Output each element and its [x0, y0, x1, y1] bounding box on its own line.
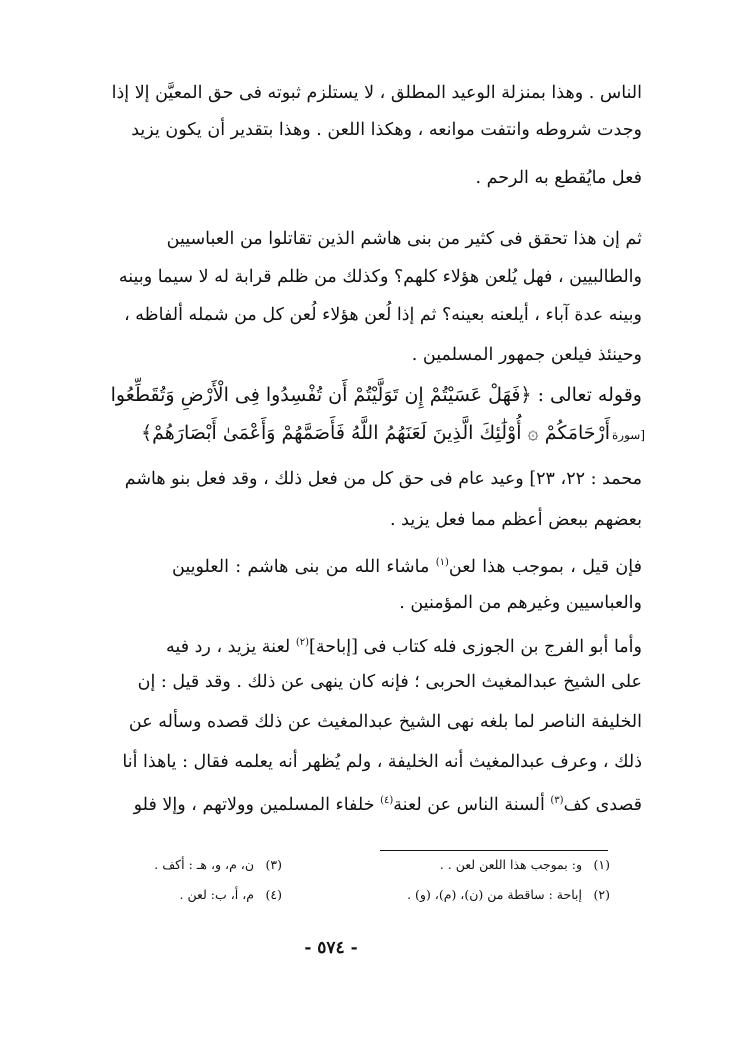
- body-line: والعباسيين وغيرهم من المؤمنين .: [399, 593, 642, 613]
- footnote-number: (٣): [265, 857, 282, 872]
- body-line: الناس . وهذا بمنزلة الوعيد المطلق ، لا يستلزم ثبوته فى حق المعيَّن إلا إذا: [111, 83, 642, 103]
- footnote-1: [440, 856, 610, 874]
- body-line: والطالبيين ، فهل يُلعن هؤلاء كلهم؟ وكذلك من ظلم قرابة له لا سيما وبينه: [118, 267, 642, 287]
- body-text: قصدى كف: [563, 794, 642, 815]
- body-text: ماشاء الله من بنى هاشم : العلويين: [172, 556, 436, 577]
- body-text: ألسنة الناس عن لعنة: [393, 794, 551, 815]
- body-line: محمد : ٢٢، ٢٣] وعيد عام فى حق كل من فعل ذلك ، وقد فعل بنو هاشم: [124, 469, 642, 489]
- body-text: وأما أبو الفرج بن الجوزى فله كتاب فى [إباحة]: [309, 636, 642, 657]
- page-number: - ٥٧٤ -: [304, 938, 358, 958]
- footnote-number: (١): [593, 857, 610, 872]
- footnote-marker: (١): [435, 557, 449, 568]
- footnote-text: إباحة : ساقطة من (ن)، (م)، (و) .: [407, 887, 582, 902]
- body-line: بعضهم ببعض أعظم مما فعل يزيد .: [390, 510, 642, 530]
- footnote-text: و: بموجب هذا اللعن لعن . .: [439, 857, 582, 872]
- footnote-text: ن، م، و، هـ : أكف .: [154, 857, 254, 872]
- body-line: [166, 628, 642, 662]
- surah-reference: [سورة: [612, 428, 646, 442]
- footnote-4: [180, 886, 282, 904]
- body-line: وقوله تعالى : ﴿فَهَلْ عَسَيْتُمْ إِن تَوَلَّيْتُمْ أَن تُفْسِدُوا فِى الْأَرْضِ وَتُقَطِّعُوا: [110, 384, 642, 406]
- body-line: [133, 786, 642, 820]
- body-line: وبينه عدة آباء ، أيلعنه بعينه؟ ثم إذا لُعن هؤلاء لُعن كل من شمله ألفاظه ،: [124, 305, 642, 325]
- body-line: وحينئذ فيلعن جمهور المسلمين .: [411, 345, 642, 365]
- body-line: الخليفة الناصر لما بلغه نهى الشيخ عبدالمغيث عن ذلك قصده وسأله عن: [128, 712, 642, 732]
- footnote-marker: (٤): [380, 795, 394, 806]
- body-line: فعل مايُقطع به الرحم .: [475, 168, 642, 188]
- body-line: ذلك ، وعرف عبدالمغيث أنه الخليفة ، ولم يُظهر أنه يعلمه فقال : ياهذا أنا: [122, 752, 642, 772]
- footnote-3: [154, 856, 282, 874]
- footnote-marker: (٢): [295, 637, 309, 648]
- body-line: [172, 548, 642, 582]
- body-line: على الشيخ عبدالمغيث الحربى ؛ فإنه كان ينهى عن ذلك . وقد قيل : إن: [137, 672, 642, 692]
- footnote-separator: [380, 850, 608, 851]
- body-text: لعنة يزيد ، رد فيه: [166, 636, 296, 657]
- footnote-text: م، أ، ب: لعن .: [179, 887, 254, 902]
- footnote-number: (٤): [265, 887, 282, 902]
- footnote-number: (٢): [593, 887, 610, 902]
- footnote-marker: (٣): [550, 795, 564, 806]
- body-text: خلفاء المسلمين وولاتهم ، وإلا فلو: [133, 794, 381, 815]
- body-line: ثم إن هذا تحقق فى كثير من بنى هاشم الذين تقاتلوا من العباسيين: [166, 229, 642, 249]
- footnote-2: [407, 886, 610, 904]
- quran-verse-line: أَرْحَامَكُمْ ۞ أُوْلَٰئِكَ الَّذِينَ لَعَنَهُمُ اللَّهُ فَأَصَمَّهُمْ وَأَعْمَىٰ أَبْصَارَهُمْ﴾: [141, 422, 610, 444]
- body-text: فإن قيل ، بموجب هذا لعن: [448, 556, 642, 577]
- body-line: وجدت شروطه وانتفت موانعه ، وهكذا اللعن . وهذا بتقدير أن يكون يزيد: [131, 120, 642, 140]
